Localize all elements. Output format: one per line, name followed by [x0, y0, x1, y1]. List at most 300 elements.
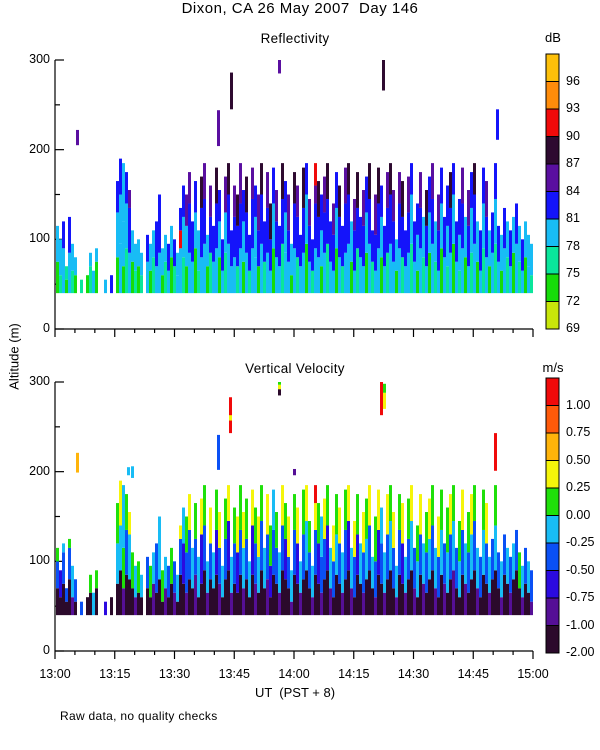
data-column-segment: [188, 172, 191, 203]
data-column-segment: [509, 593, 512, 615]
data-column-segment: [215, 248, 218, 293]
data-column-segment: [311, 597, 314, 615]
data-column-segment: [176, 275, 179, 293]
data-column-segment: [56, 548, 59, 561]
data-column-segment: [404, 266, 407, 293]
data-column-segment: [227, 244, 230, 293]
data-column-segment: [491, 579, 494, 615]
data-column-segment: [203, 525, 206, 570]
data-column-segment: [275, 512, 278, 548]
data-column-segment: [326, 199, 329, 244]
data-column-segment: [383, 226, 386, 266]
x-axis-label: UT (PST + 8): [254, 685, 336, 700]
data-column-segment: [155, 221, 158, 266]
data-column-segment: [368, 525, 371, 570]
data-column-segment: [434, 588, 437, 615]
data-column-segment: [296, 186, 299, 217]
data-column-segment: [149, 244, 152, 271]
data-column-segment: [476, 588, 479, 615]
data-column-segment: [410, 485, 413, 521]
data-column-segment: [362, 512, 365, 552]
data-column-segment: [131, 552, 134, 588]
data-column-segment: [518, 552, 521, 588]
data-column-segment: [311, 566, 314, 597]
data-column-segment: [410, 244, 413, 293]
colorbar-segment: [546, 406, 559, 434]
data-column-segment: [470, 494, 473, 534]
data-column-segment: [527, 235, 530, 266]
data-column-segment: [503, 534, 506, 574]
data-column-segment: [236, 226, 239, 266]
data-column-segment: [488, 593, 491, 615]
data-column-segment: [449, 253, 452, 293]
data-column-segment: [248, 235, 251, 271]
data-column-segment: [305, 570, 308, 615]
data-column-segment: [269, 525, 272, 565]
data-column-segment: [440, 490, 443, 530]
data-column-segment: [164, 262, 167, 293]
data-column-segment: [374, 561, 377, 597]
x-tick-label: 14:30: [397, 667, 430, 681]
colorbar-segment: [546, 433, 559, 461]
colorbar-segment: [546, 571, 559, 599]
data-column-segment: [494, 485, 497, 525]
data-column-segment: [362, 593, 365, 615]
data-column-segment: [266, 253, 269, 293]
data-column-segment: [110, 275, 113, 293]
data-column-segment: [194, 248, 197, 293]
data-column-segment: [347, 163, 350, 194]
data-column-segment: [521, 239, 524, 270]
data-column-segment: [431, 485, 434, 525]
data-column-segment: [254, 217, 257, 257]
data-column-segment: [182, 584, 185, 615]
data-column-segment: [161, 248, 164, 275]
data-column-segment: [386, 208, 389, 253]
data-column-segment: [479, 597, 482, 615]
data-column-segment: [317, 257, 320, 293]
y-tick-label: 200: [29, 463, 50, 478]
data-column-segment: [251, 248, 254, 293]
data-column-segment: [419, 172, 422, 208]
data-column-segment: [356, 248, 359, 293]
data-speck: [127, 467, 130, 475]
data-column-segment: [203, 244, 206, 293]
data-column-segment: [260, 163, 263, 194]
colorbar-tick-label: 78: [566, 238, 580, 253]
data-column-segment: [416, 271, 419, 293]
data-column-segment: [452, 195, 455, 244]
data-column-segment: [446, 186, 449, 226]
data-column-segment: [425, 552, 428, 592]
data-column-segment: [374, 271, 377, 293]
data-column-segment: [176, 253, 179, 275]
data-column-segment: [122, 548, 125, 588]
data-column-segment: [323, 212, 326, 252]
data-column-segment: [452, 485, 455, 521]
data-column-segment: [410, 195, 413, 244]
data-column-segment: [224, 253, 227, 293]
data-column-segment: [272, 530, 275, 575]
data-column-segment: [188, 579, 191, 615]
data-column-segment: [233, 186, 236, 217]
data-column-segment: [338, 217, 341, 257]
data-column-segment: [356, 494, 359, 534]
data-column-segment: [443, 217, 446, 257]
data-column-segment: [470, 534, 473, 579]
data-column-segment: [512, 253, 515, 293]
data-column-segment: [275, 584, 278, 615]
data-column-segment: [401, 257, 404, 293]
data-column-segment: [467, 552, 470, 592]
data-column-segment: [206, 593, 209, 615]
y-tick-label: 0: [43, 643, 50, 657]
data-column-segment: [209, 253, 212, 293]
colorbar-tick-label: 96: [566, 73, 580, 88]
data-column-segment: [485, 181, 488, 217]
data-column-segment: [296, 584, 299, 615]
data-column-segment: [530, 244, 533, 275]
data-column-segment: [155, 266, 158, 293]
data-column-segment: [356, 172, 359, 208]
data-column-segment: [209, 186, 212, 217]
data-column-segment: [128, 190, 131, 208]
data-column-segment: [329, 221, 332, 261]
data-column-segment: [251, 525, 254, 574]
data-column-segment: [452, 570, 455, 615]
data-column-segment: [59, 597, 62, 615]
data-column-segment: [407, 177, 410, 213]
data-column-segment: [464, 257, 467, 293]
data-column-segment: [428, 579, 431, 615]
data-column-segment: [398, 248, 401, 293]
data-column-segment: [206, 235, 209, 266]
data-column-segment: [74, 275, 77, 293]
data-column-segment: [317, 584, 320, 615]
data-column-segment: [284, 212, 287, 252]
data-column-segment: [365, 539, 368, 579]
data-column-segment: [122, 588, 125, 615]
colorbar-tick-label: 0.25: [566, 480, 591, 494]
data-column-segment: [254, 186, 257, 217]
data-column-segment: [212, 226, 215, 262]
data-column-segment: [434, 262, 437, 293]
data-column-segment: [410, 163, 413, 194]
data-column-segment: [368, 244, 371, 293]
data-column-segment: [164, 557, 167, 588]
x-tick-label: 13:30: [158, 667, 191, 681]
data-column-segment: [248, 271, 251, 293]
data-column-segment: [191, 548, 194, 588]
data-column-segment: [488, 266, 491, 293]
data-column-segment: [470, 253, 473, 293]
data-column-segment: [365, 499, 368, 539]
data-column-segment: [236, 266, 239, 293]
data-column-segment: [290, 570, 293, 601]
velocity-panel-title: Vertical Velocity: [245, 361, 345, 376]
data-column-segment: [257, 266, 260, 293]
colorbar-segment: [546, 626, 559, 654]
data-column-segment: [419, 534, 422, 574]
data-column-segment: [278, 552, 281, 592]
data-column-segment: [263, 588, 266, 615]
data-column-segment: [521, 566, 524, 597]
colorbar-segment: [546, 137, 559, 165]
data-column-segment: [182, 257, 185, 293]
data-speck: [382, 60, 385, 90]
data-column-segment: [500, 271, 503, 293]
data-column-segment: [296, 543, 299, 583]
data-column-segment: [260, 521, 263, 570]
data-column-segment: [377, 530, 380, 575]
data-column-segment: [260, 244, 263, 293]
data-column-segment: [320, 266, 323, 293]
data-column-segment: [200, 534, 203, 583]
data-column-segment: [452, 521, 455, 570]
data-column-segment: [344, 490, 347, 530]
data-column-segment: [413, 588, 416, 615]
data-column-segment: [407, 212, 410, 252]
data-column-segment: [470, 579, 473, 615]
data-column-segment: [95, 570, 98, 588]
data-column-segment: [257, 593, 260, 615]
data-column-segment: [485, 217, 488, 257]
data-column-segment: [65, 588, 68, 601]
data-column-segment: [257, 195, 260, 231]
data-column-segment: [359, 584, 362, 615]
data-column-segment: [80, 280, 83, 293]
colorbar-segment: [546, 516, 559, 544]
data-column-segment: [266, 208, 269, 253]
data-column-segment: [431, 199, 434, 244]
data-column-segment: [128, 534, 131, 579]
data-column-segment: [344, 168, 347, 204]
data-column-segment: [386, 579, 389, 615]
data-column-segment: [506, 584, 509, 615]
page-title: Dixon, CA 26 May 2007 Day 146: [181, 0, 419, 17]
data-column-segment: [482, 248, 485, 293]
data-column-segment: [347, 521, 350, 570]
data-column-segment: [284, 253, 287, 293]
data-column-segment: [383, 593, 386, 615]
colorbar-tick-label: 90: [566, 128, 580, 143]
data-column-segment: [194, 212, 197, 248]
data-column-segment: [191, 588, 194, 615]
data-column-segment: [425, 226, 428, 266]
colorbar-segment: [546, 378, 559, 406]
data-column-segment: [92, 593, 95, 615]
y-tick-label: 100: [29, 231, 50, 246]
data-column-segment: [80, 602, 83, 615]
data-column-segment: [515, 244, 518, 293]
colorbar-segment: [546, 164, 559, 192]
data-column-segment: [245, 539, 248, 579]
data-column-segment: [353, 230, 356, 270]
colorbar-tick-label: 0.50: [566, 452, 591, 467]
data-column-segment: [293, 203, 296, 248]
data-column-segment: [434, 221, 437, 261]
data-column-segment: [314, 575, 317, 615]
colorbar-segment: [546, 247, 559, 275]
data-column-segment: [236, 517, 239, 553]
data-column-segment: [455, 548, 458, 588]
data-column-segment: [395, 566, 398, 597]
data-column-segment: [173, 593, 176, 615]
data-column-segment: [188, 494, 191, 530]
x-tick-label: 14:00: [278, 667, 310, 681]
data-column-segment: [281, 199, 284, 244]
data-column-segment: [416, 203, 419, 234]
data-column-segment: [425, 266, 428, 293]
data-column-segment: [326, 570, 329, 615]
data-column-segment: [323, 539, 326, 579]
data-column-segment: [389, 485, 392, 521]
data-column-segment: [485, 543, 488, 583]
data-column-segment: [65, 602, 68, 615]
data-speck: [494, 433, 497, 471]
y-axis-label: Altitude (m): [6, 323, 22, 390]
data-column-segment: [395, 597, 398, 615]
data-column-segment: [191, 221, 194, 261]
data-column-segment: [467, 226, 470, 266]
data-column-segment: [185, 226, 188, 266]
data-column-segment: [137, 266, 140, 293]
data-column-segment: [485, 257, 488, 293]
data-column-segment: [314, 163, 317, 185]
data-column-segment: [152, 257, 155, 293]
data-column-segment: [347, 485, 350, 521]
data-column-segment: [254, 584, 257, 615]
data-column-segment: [122, 221, 125, 266]
colorbar-segment: [546, 109, 559, 137]
data-column-segment: [338, 257, 341, 293]
data-column-segment: [482, 575, 485, 615]
data-column-segment: [275, 257, 278, 293]
data-column-segment: [263, 221, 266, 261]
data-column-segment: [275, 221, 278, 257]
data-column-segment: [467, 266, 470, 293]
data-column-segment: [512, 579, 515, 615]
colorbar-segment: [546, 192, 559, 220]
data-column-segment: [56, 561, 59, 588]
data-column-segment: [56, 588, 59, 615]
data-column-segment: [320, 195, 323, 231]
data-column-segment: [398, 494, 401, 530]
data-column-segment: [182, 217, 185, 257]
data-column-segment: [515, 570, 518, 615]
data-column-segment: [176, 602, 179, 615]
data-column-segment: [323, 253, 326, 293]
data-column-segment: [119, 159, 122, 195]
data-column-segment: [287, 262, 290, 293]
data-column-segment: [104, 280, 107, 293]
data-column-segment: [242, 190, 245, 221]
data-column-segment: [179, 539, 182, 575]
data-column-segment: [158, 253, 161, 293]
data-column-segment: [266, 579, 269, 615]
data-column-segment: [125, 575, 128, 615]
data-column-segment: [170, 257, 173, 293]
data-column-segment: [425, 190, 428, 226]
data-column-segment: [128, 512, 131, 534]
data-column-segment: [407, 499, 410, 539]
data-column-segment: [68, 579, 71, 615]
data-column-segment: [362, 266, 365, 293]
data-column-segment: [152, 230, 155, 257]
data-column-segment: [137, 239, 140, 266]
data-column-segment: [119, 481, 122, 526]
data-column-segment: [323, 499, 326, 539]
data-column-segment: [269, 271, 272, 293]
data-column-segment: [173, 239, 176, 266]
data-column-segment: [164, 588, 167, 615]
y-tick-label: 0: [43, 321, 50, 335]
data-column-segment: [188, 253, 191, 293]
data-column-segment: [374, 597, 377, 615]
data-speck: [131, 466, 134, 478]
colorbar-tick-label: -1.00: [566, 617, 595, 632]
colorbar-tick-label: 1.00: [566, 397, 591, 412]
data-column-segment: [491, 212, 494, 252]
data-column-segment: [380, 217, 383, 257]
data-column-segment: [152, 584, 155, 615]
data-column-segment: [473, 485, 476, 521]
data-column-segment: [128, 253, 131, 293]
data-column-segment: [149, 566, 152, 597]
data-column-segment: [455, 221, 458, 261]
data-column-segment: [227, 570, 230, 615]
colorbar-tick-label: 72: [566, 293, 580, 308]
data-column-segment: [332, 597, 335, 615]
colorbar-tick-label: 75: [566, 266, 580, 280]
data-column-segment: [356, 208, 359, 248]
data-column-segment: [68, 217, 71, 253]
data-column-segment: [479, 230, 482, 270]
data-speck: [380, 382, 383, 415]
data-column-segment: [485, 503, 488, 543]
data-speck: [76, 453, 79, 473]
data-column-segment: [251, 199, 254, 248]
data-column-segment: [185, 517, 188, 553]
data-column-segment: [182, 186, 185, 217]
data-column-segment: [134, 271, 137, 293]
data-column-segment: [365, 253, 368, 293]
data-column-segment: [422, 257, 425, 293]
data-column-segment: [344, 579, 347, 615]
data-column-segment: [272, 575, 275, 615]
data-column-segment: [68, 253, 71, 293]
data-column-segment: [200, 584, 203, 615]
data-column-segment: [470, 172, 473, 208]
data-column-segment: [320, 517, 323, 557]
data-speck: [383, 393, 386, 409]
data-column-segment: [170, 584, 173, 615]
data-column-segment: [293, 530, 296, 575]
data-column-segment: [116, 181, 119, 212]
data-column-segment: [269, 203, 272, 239]
x-tick-label: 13:15: [99, 667, 131, 681]
data-column-segment: [458, 521, 461, 561]
data-column-segment: [338, 584, 341, 615]
data-column-segment: [428, 499, 431, 539]
data-column-segment: [431, 570, 434, 615]
data-column-segment: [329, 588, 332, 615]
data-column-segment: [314, 203, 317, 248]
x-tick-label: 14:15: [338, 667, 370, 681]
data-column-segment: [284, 181, 287, 212]
data-column-segment: [302, 490, 305, 535]
data-column-segment: [440, 530, 443, 575]
